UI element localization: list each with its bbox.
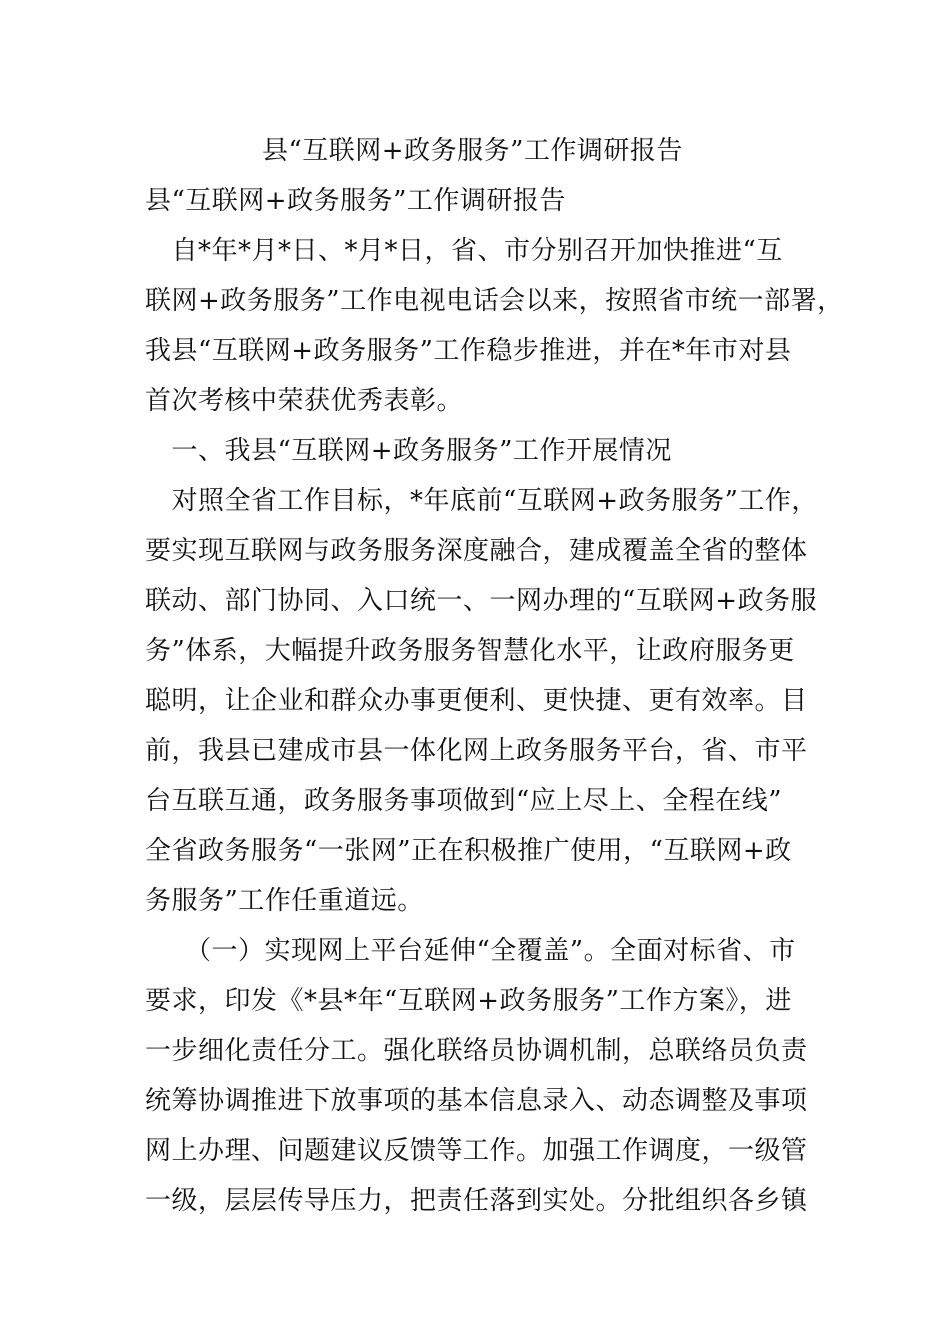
paragraph-line: 统筹协调推进下放事项的基本信息录入、动态调整及事项 xyxy=(145,1086,808,1116)
paragraph-line: 自*年*月*日、*月*日，省、市分别召开加快推进“互 xyxy=(145,236,783,266)
subsection-heading: （一）实现网上平台延伸“全覆盖”。全面对标省、市 xyxy=(185,936,796,966)
paragraph-line: 对照全省工作目标，*年底前“互联网+政务服务”工作， xyxy=(145,486,818,516)
paragraph-line: 务服务”工作任重道远。 xyxy=(145,886,424,916)
paragraph-line: 一级，层层传导压力，把责任落到实处。分批组织各乡镇 xyxy=(145,1186,808,1216)
paragraph-line: 网上办理、问题建议反馈等工作。加强工作调度，一级管 xyxy=(145,1136,808,1166)
document-subtitle: 县“互联网+政务服务”工作调研报告 xyxy=(145,186,566,216)
paragraph-line: 前，我县已建成市县一体化网上政务服务平台，省、市平 xyxy=(145,736,808,766)
paragraph-line: 聪明，让企业和群众办事更便利、更快捷、更有效率。目 xyxy=(145,686,808,716)
paragraph-line: 要实现互联网与政务服务深度融合，建成覆盖全省的整体 xyxy=(145,536,808,566)
paragraph-line: 联动、部门协同、入口统一、一网办理的“互联网+政务服 xyxy=(145,586,818,616)
paragraph-line: 首次考核中荣获优秀表彰。 xyxy=(145,386,464,416)
document-title: 县“互联网+政务服务”工作调研报告 xyxy=(262,136,683,166)
paragraph-line: 一步细化责任分工。强化联络员协调机制，总联络员负责 xyxy=(145,1036,808,1066)
paragraph-line: 全省政务服务“一张网”正在积极推广使用，“互联网+政 xyxy=(145,836,792,866)
paragraph-line: 务”体系，大幅提升政务服务智慧化水平，让政府服务更 xyxy=(145,636,795,666)
paragraph-line: 我县“互联网+政务服务”工作稳步推进，并在*年市对县 xyxy=(145,336,792,366)
paragraph-line: 联网+政务服务”工作电视电话会以来，按照省市统一部署， xyxy=(145,286,844,316)
paragraph-line: 台互联互通，政务服务事项做到“应上尽上、全程在线” xyxy=(145,786,783,816)
paragraph-line: 要求，印发《*县*年“互联网+政务服务”工作方案》，进 xyxy=(145,986,792,1016)
section-heading: 一、我县“互联网+政务服务”工作开展情况 xyxy=(145,436,672,466)
